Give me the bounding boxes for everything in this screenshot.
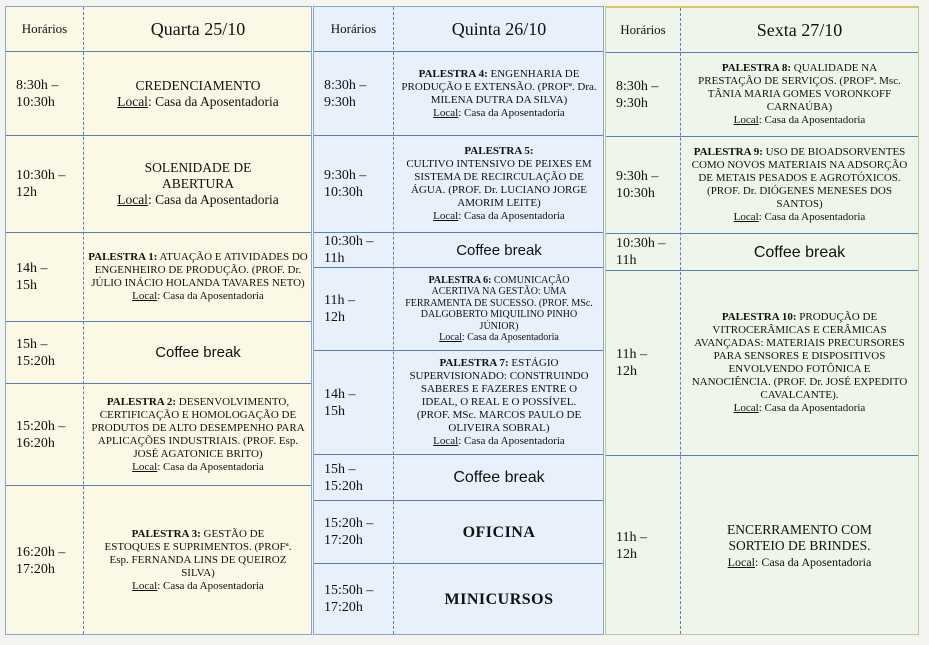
event-cell: PALESTRA 7: ESTÁGIO SUPERVISIONADO: CONSTRUINDO SABERES E FAZERES ENTRE O IDEAL, O REAL E O POSSÍVEL. (PROF. MSc. MARCOS PAULO DE OLIVEIRA SOBRAL) Local: Casa da Aposentadoria [409, 357, 589, 447]
coffee-break: Coffee break [753, 243, 846, 261]
event-cell: PALESTRA 2: DESENVOLVIMENTO, CERTIFICAÇÃO E HOMOLOGAÇÃO DE PRODUTOS DE ALTO DESEMPENHO PARA APLICAÇÕES INDUSTRIAIS. (PROF. Esp. JOSÉ AGATONICE BRITO) Local: Casa da Aposentadoria [91, 395, 305, 473]
day-column-quinta [313, 6, 604, 635]
coffee-break: Coffee break [456, 241, 542, 259]
time-slot: 9:30h – 10:30h [616, 169, 659, 201]
event-title: ENCERRAMENTO COM SORTEIO DE BRINDES. [727, 522, 872, 553]
coffee-break: Coffee break [155, 344, 241, 361]
time-slot: 10:30h – 12h [16, 168, 66, 200]
event-location: Local: Casa da Aposentadoria [132, 290, 264, 302]
time-slot: 10:30h – 11h [616, 236, 666, 268]
event-location: Local: Casa da Aposentadoria [132, 580, 264, 592]
event-cell [394, 564, 604, 634]
event-cell: PALESTRA 6: COMUNICAÇÃO ACERTIVA NA GESTÃO: UMA FERRAMENTA DE SUCESSO. (PROF. MSc. DALGOBERTO MIQUILINO PINHO JÚNIOR) Local: Casa da Aposentadoria [405, 274, 593, 343]
event-title: CREDENCIAMENTO [135, 77, 261, 93]
event-cell [681, 456, 918, 636]
time-slot: 14h – 15h [16, 261, 48, 293]
event-location: Local: Casa da Aposentadoria [733, 402, 866, 414]
time-slot: 11h – 12h [616, 530, 647, 562]
time-header: Horários [21, 21, 68, 36]
time-header: Horários [330, 21, 377, 36]
time-slot: 8:30h – 9:30h [616, 78, 659, 111]
time-slot: 8:30h – 9:30h [324, 77, 367, 110]
event-cell [394, 233, 604, 267]
time-slot: 15:20h – 16:20h [16, 418, 66, 451]
day-header: Quinta 26/10 [451, 18, 547, 39]
time-slot: 15h – 15:20h [324, 461, 363, 494]
event-location: Local: Casa da Aposentadoria [433, 210, 565, 222]
time-slot: 14h – 15h [324, 386, 356, 419]
time-slot: 11h – 12h [324, 293, 355, 325]
event-location: Local: Casa da Aposentadoria [727, 555, 872, 569]
event-cell [394, 501, 604, 563]
coffee-break: Coffee break [453, 469, 545, 486]
time-slot: 15:50h – 17:20h [324, 583, 374, 615]
event-cell [84, 322, 312, 383]
day-column-quarta [5, 6, 312, 635]
event-location: Local: Casa da Aposentadoria [117, 93, 279, 109]
event-cell: PALESTRA 3: GESTÃO DE ESTOQUES E SUPRIMENTOS. (PROFª. Esp. FERNANDA LINS DE QUEIROZ SILVA) Local: Casa da Aposentadoria [104, 528, 292, 592]
event-cell [394, 455, 604, 500]
day-header: Quarta 25/10 [150, 18, 246, 39]
event-cell: PALESTRA 8: QUALIDADE NA PRESTAÇÃO DE SERVIÇOS. (PROFª. Msc. TÂNIA MARIA GOMES VORONKOFF CARNAÚBA) Local: Casa da Aposentadoria [698, 62, 901, 126]
time-slot: 8:30h – 10:30h [16, 77, 59, 110]
time-header: Horários [620, 22, 666, 37]
event-location: Local: Casa da Aposentadoria [433, 106, 565, 119]
event-cell [681, 234, 918, 270]
event-cell: PALESTRA 5: CULTIVO INTENSIVO DE PEIXES EM SISTEMA DE RECIRCULAÇÃO DE ÁGUA. (PROF. Dr. LUCIANO JORGE AMORIM LEITE) Local: Casa da Aposentadoria [406, 145, 592, 222]
time-slot: 15:20h – 17:20h [324, 516, 374, 548]
event-location: Local: Casa da Aposentadoria [733, 211, 866, 223]
event-cell: PALESTRA 1: ATUAÇÃO E ATIVIDADES DO ENGENHEIRO DE PRODUÇÃO. (PROF. Dr. JÚLIO INÁCIO HOLANDA TAVARES NETO) Local: Casa da Aposentadoria [88, 251, 308, 302]
event-cell: PALESTRA 4: ENGENHARIA DE PRODUÇÃO E EXTENSÃO. (PROFª. Dra. MILENA DUTRA DA SILVA) Local: Casa da Aposentadoria [401, 67, 597, 119]
minicourses-label: MINICURSOS [444, 590, 554, 608]
time-slot: 10:30h – 11h [324, 234, 374, 266]
event-location: Local: Casa da Aposentadoria [117, 192, 279, 207]
day-column-sexta [605, 6, 919, 635]
event-location: Local: Casa da Aposentadoria [132, 460, 264, 473]
time-slot: 9:30h – 10:30h [324, 168, 367, 200]
event-location: Local: Casa da Aposentadoria [433, 435, 565, 447]
time-slot: 15h – 15:20h [16, 336, 55, 369]
day-header: Sexta 27/10 [756, 19, 843, 40]
event-location: Local: Casa da Aposentadoria [439, 332, 559, 343]
event-cell: PALESTRA 10: PRODUÇÃO DE VITROCERÂMICAS E CERÂMICAS AVANÇADAS: MATERIAIS PRECURSORES PARA SENSORES E DISPOSITIVOS ENVOLVENDO FOTÔNICA E NANOCIÊNCIA. (PROF. Dr. JOSÉ EXPEDITO CAVALCANTE). Local: Casa da Aposentadoria [691, 311, 908, 414]
event-title: SOLENIDADE DE ABERTURA [144, 160, 252, 191]
event-cell [84, 52, 312, 135]
time-slot: 16:20h – 17:20h [16, 544, 66, 577]
time-slot: 11h – 12h [616, 347, 647, 379]
event-location: Local: Casa da Aposentadoria [733, 114, 866, 126]
event-cell: PALESTRA 9: USO DE BIOADSORVENTES COMO NOVOS MATERIAIS NA ADSORÇÃO DE METAIS PESADOS E AGROTÓXICOS. (PROF. Dr. DIÓGENES MENESES DOS SANTOS) Local: Casa da Aposentadoria [691, 146, 908, 223]
event-cell [84, 136, 312, 232]
workshop-label: OFICINA [462, 523, 536, 541]
